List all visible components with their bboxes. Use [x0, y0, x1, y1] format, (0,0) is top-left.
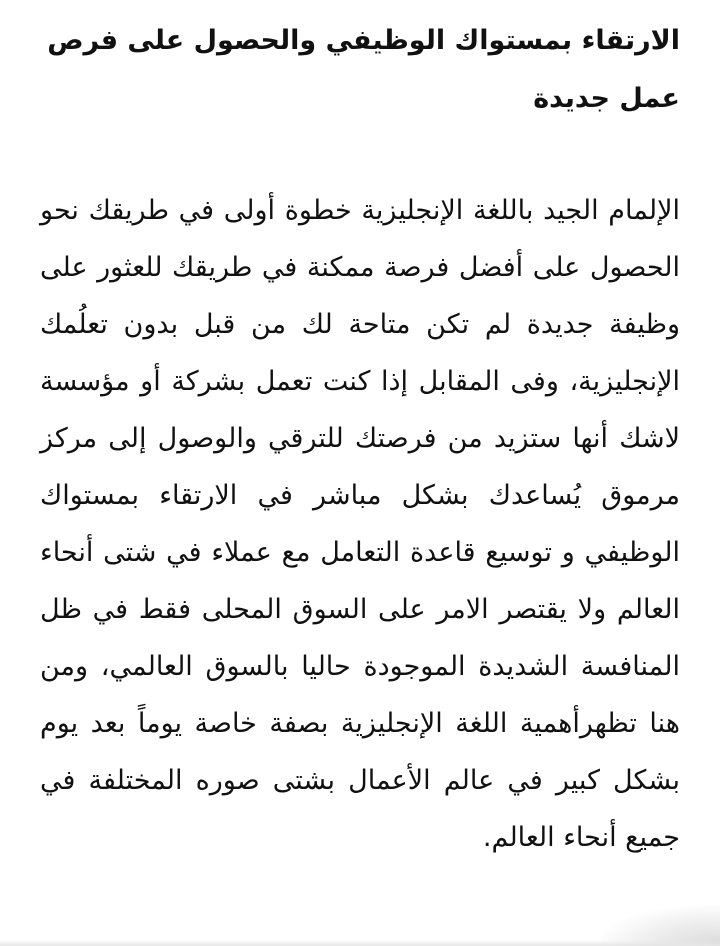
page-bottom-edge [0, 940, 720, 946]
article-body-paragraph: الإلمام الجيد باللغة الإنجليزية خطوة أولى في طريقك نحو الحصول على أفضل فرصة ممكنة في طريقك للعثور على وظيفة جديدة لم تكن متاحة لك من قبل بدون تعلُمك الإنجليزية، وفى المقابل إذا كنت تعمل بشركة أو مؤسسة لاشك أنها ستزيد من فرصتك للترقي والوصول إلى مركز مرموق يُساعدك بشكل مباشر في الارتقاء بمستواك الوظيفي و توسيع قاعدة التعامل مع عملاء في شتى أنحاء العالم ولا يقتصر الامر على السوق المحلى فقط في ظل المنافسة الشديدة الموجودة حاليا بالسوق العالمي، ومن هنا تظهرأهمية اللغة الإنجليزية بصفة خاصة يوماً بعد يوم بشكل كبير في عالم الأعمال بشتى صوره المختلفة في جميع أنحاء العالم. [40, 195, 680, 853]
article-title: الارتقاء بمستواك الوظيفي والحصول على فرص عمل جديدة [47, 25, 680, 114]
